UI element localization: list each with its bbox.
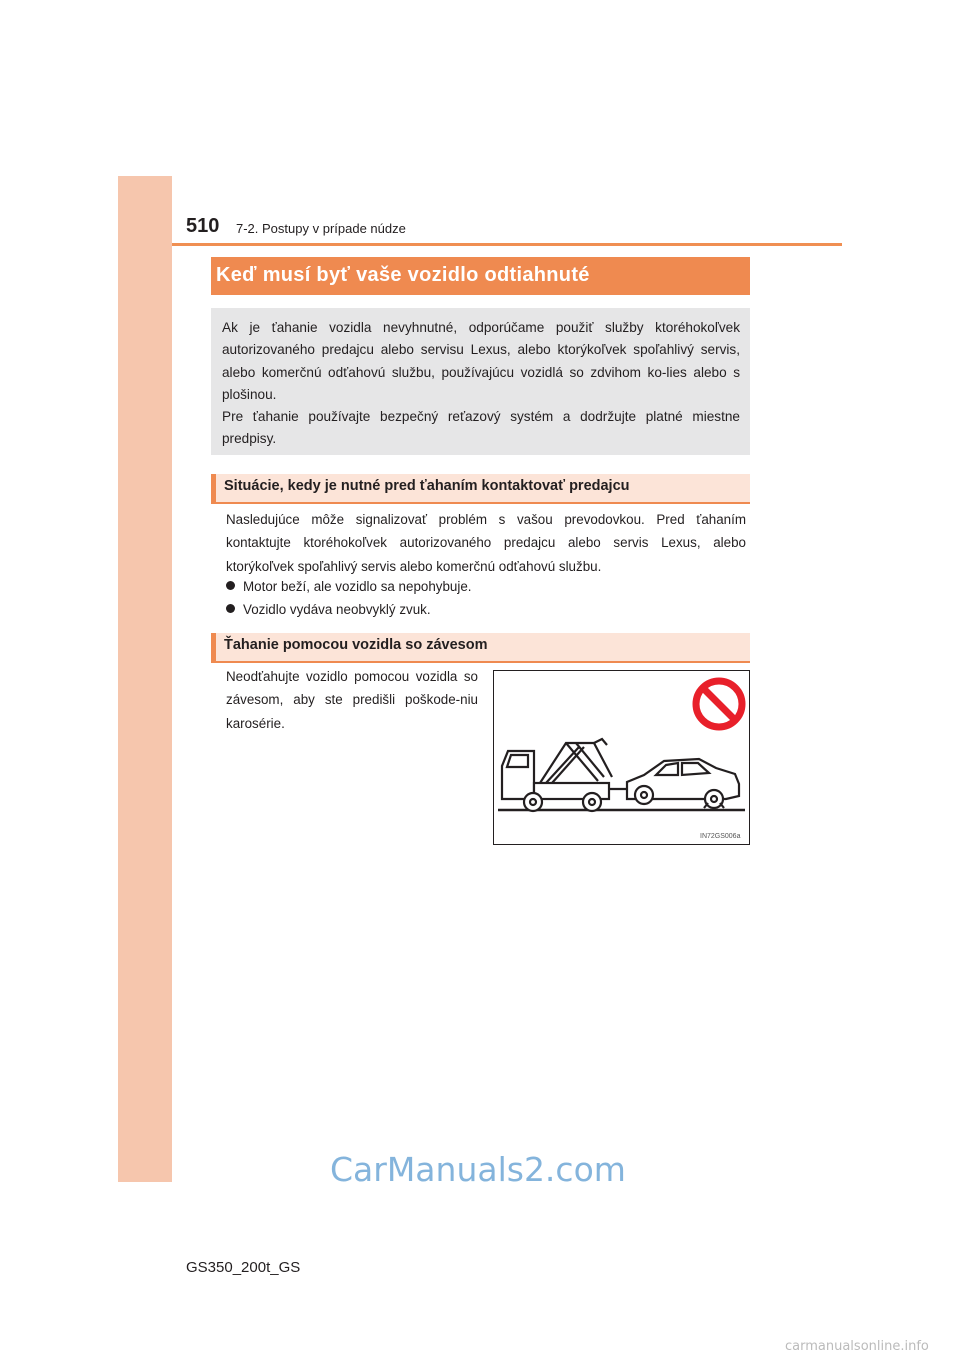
bullet-item-2 [226,600,431,620]
car-icon [627,759,739,808]
side-tab [118,176,172,1182]
bullet-dot-icon [226,604,235,613]
page-number: 510 [186,215,220,237]
main-heading: Keď musí byť vaše vozidlo odtiahnuté [211,257,750,295]
bullet-text-1: Motor beží, ale vozidlo sa nepohybuje. [243,579,472,594]
bullet-text-2: Vozidlo vydáva neobvyklý zvuk. [243,602,431,617]
model-code: GS350_200t_GS [186,1259,301,1276]
prohibition-icon [696,681,742,727]
bullet-dot-icon [226,581,235,590]
info-paragraph-1: Ak je ťahanie vozidla nevyhnutné, odporúčame použiť služby ktoréhokoľvek autorizovaného predajcu alebo servisu Lexus, alebo ktorýkoľvek spoľahlivý servis, alebo komerčnú odťahovú službu, používajúcu vozidlá so zdvihom ko-lies alebo s plošinou. [222,320,740,402]
header-rule [172,243,842,246]
subheading-sling-towing: Ťahanie pomocou vozidla so závesom [211,633,750,661]
section2-body: Neodťahujte vozidlo pomocou vozidla so závesom, aby ste predišli poškode-niu karosérie. [226,669,478,731]
illustration-code: IN72GS006a [700,833,741,840]
subheading-contact-dealer: Situácie, kedy je nutné pred ťahaním kontaktovať predajcu [211,474,750,502]
info-box [211,308,750,455]
watermark-small: carmanualsonline.info [785,1339,929,1354]
tow-truck-illustration [493,670,750,845]
section1-body: Nasledujúce môže signalizovať problém s vašou prevodovkou. Pred ťahaním kontaktujte ktoréhokoľvek autorizovaného predajcu alebo servis Lexus, alebo ktorýkoľvek spoľahlivý servis alebo komerčnú odťahovú službu. [226,512,746,574]
watermark: CarManuals2.com [330,1150,626,1189]
tow-truck-icon [502,739,629,811]
info-paragraph-2: Pre ťahanie používajte bezpečný reťazový systém a dodržujte platné miestne predpisy. [222,409,740,447]
section-title: 7-2. Postupy v prípade núdze [236,221,406,236]
bullet-item-1 [226,577,472,597]
